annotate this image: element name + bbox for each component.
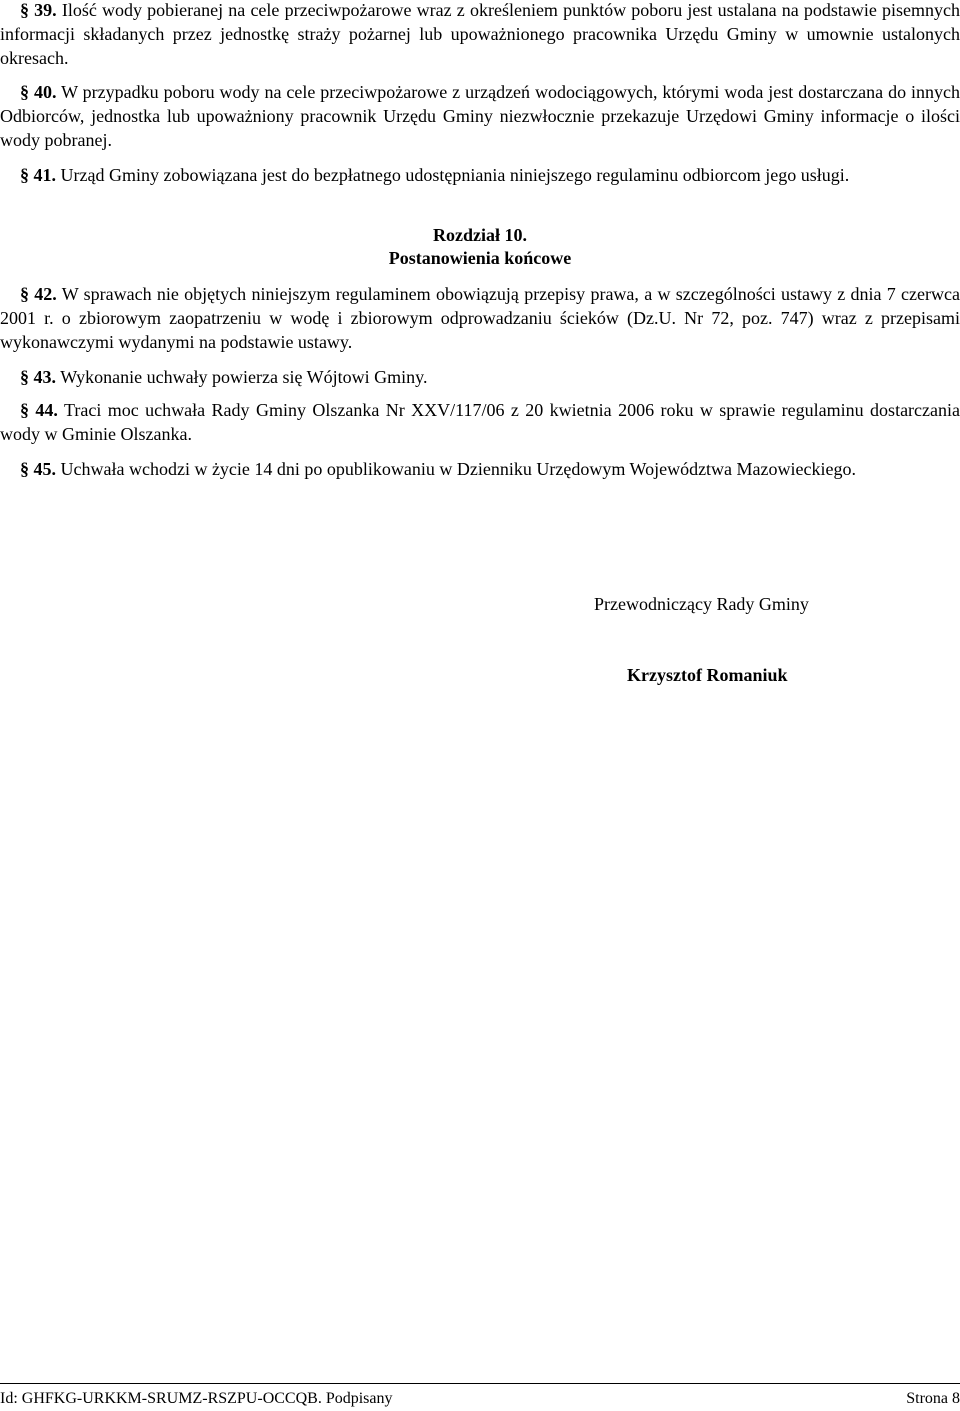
signature-role: Przewodniczący Rady Gminy (594, 594, 809, 614)
paragraph-45 (0, 457, 960, 481)
paragraph-text: Urząd Gminy zobowiązana jest do bezpłatnego udostępniania niniejszego regulaminu odbiorcom jego usługi. (60, 165, 850, 185)
paragraph-text: Traci moc uchwała Rady Gminy Olszanka Nr XXV/117/06 z 20 kwietnia 2006 roku w sprawie regulaminu dostarczania wody w Gminie Olszanka. (0, 400, 960, 444)
paragraph-39 (0, 0, 960, 70)
paragraph-text: W sprawach nie objętych niniejszym regulaminem obowiązują przepisy prawa, a w szczególności ustawy z dnia 7 czerwca 2001 r. o zbiorowym zaopatrzeniu w wodę i zbiorowym odprowadzaniu ścieków (Dz.U. Nr 72, poz. 747) wraz z przepisami wykonawczymi wydanymi na podstawie ustawy. (0, 284, 960, 352)
chapter-title: Rozdział 10. (433, 225, 527, 245)
paragraph-number: § 44. (20, 400, 58, 420)
footer-divider (0, 1383, 960, 1384)
paragraph-42 (0, 282, 960, 354)
paragraph-number: § 39. (20, 0, 57, 20)
paragraph-text: W przypadku poboru wody na cele przeciwpożarowe z urządzeń wodociągowych, którymi woda jest dostarczana do innych Odbiorców, jednostka lub upoważniony pracownik Urzędu Gminy niezwłocznie przekazuje Urzędowi Gminy informacje o ilości wody pobranej. (0, 82, 960, 150)
page-number: Strona 8 (906, 1390, 960, 1407)
document-id: Id: GHFKG-URKKM-SRUMZ-RSZPU-OCCQB. Podpisany (0, 1390, 393, 1407)
paragraph-41 (0, 163, 960, 187)
chapter-subtitle: Postanowienia końcowe (388, 248, 572, 268)
paragraph-number: § 43. (20, 367, 56, 387)
paragraph-number: § 45. (20, 459, 56, 479)
paragraph-number: § 40. (20, 82, 57, 102)
paragraph-text: Uchwała wchodzi w życie 14 dni po opublikowaniu w Dzienniku Urzędowym Województwa Mazowieckiego. (60, 459, 856, 479)
paragraph-40 (0, 80, 960, 152)
paragraph-43 (0, 365, 960, 389)
paragraph-text: Ilość wody pobieranej na cele przeciwpożarowe wraz z określeniem punktów poboru jest ustalana na podstawie pisemnych informacji składanych przez jednostkę straży pożarnej lub upoważnionego pracownika Urzędu Gminy w umownie ustalonych okresach. (0, 0, 960, 68)
paragraph-number: § 42. (20, 284, 57, 304)
signature-name: Krzysztof Romaniuk (627, 665, 788, 685)
paragraph-44 (0, 398, 960, 446)
paragraph-text: Wykonanie uchwały powierza się Wójtowi Gminy. (60, 367, 428, 387)
paragraph-number: § 41. (20, 165, 56, 185)
